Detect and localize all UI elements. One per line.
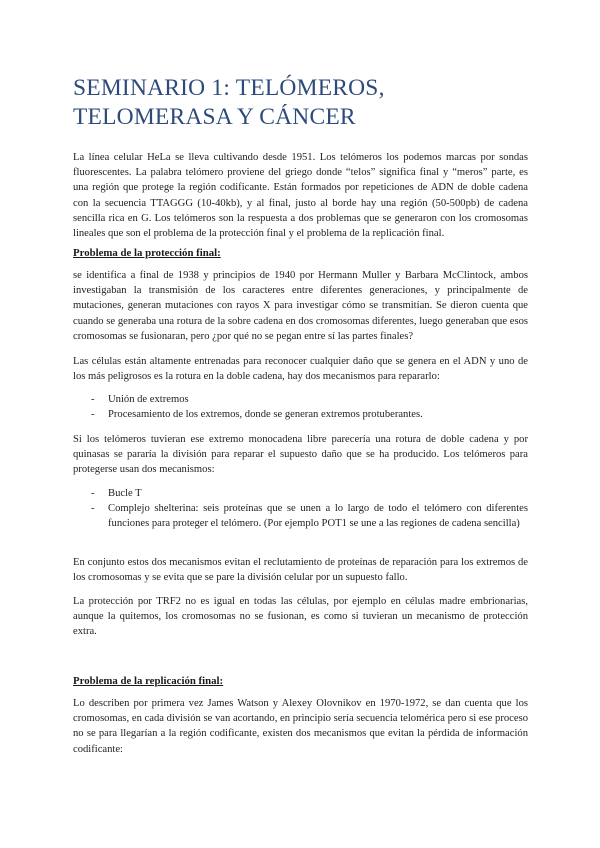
section-heading-replication: Problema de la replicación final: bbox=[73, 675, 224, 687]
page-title: SEMINARIO 1: TELÓMEROS, TELOMERASA Y CÁNCER bbox=[73, 75, 385, 130]
list-item: - Bucle T bbox=[91, 488, 142, 499]
list-item-text: Procesamiento de los extremos, donde se generan extremos protuberantes. bbox=[108, 409, 423, 421]
protection-paragraph-1: se identifica a final de 1938 y principios de 1940 por Hermann Muller y Barbara McClintock, ambos investigaban la transmisión de los caracteres entre diferentes generaciones, y principalmente de mutaciones, generan mutaciones con rayos X para investigar cómo se transmitían. Se dieron cuenta que cuando se generaba una rotura de la sobre cadena en dos cromosomas diferentes, luego generaban que esos cromosomas se fusionaran, pero ¿por qué no se pegan entre sí las partes finales? bbox=[73, 270, 528, 342]
list-item-text: Bucle T bbox=[108, 488, 142, 499]
protection-paragraph-4: En conjunto estos dos mecanismos evitan el reclutamiento de proteínas de reparación para los extremos de los cromosomas y se evita que se pare la división celular por un supuesto fallo. bbox=[73, 557, 528, 584]
intro-paragraph: La línea celular HeLa se lleva cultivando desde 1951. Los telómeros los podemos marcas por sondas fluorescentes. La palabra telómero proviene del griego donde “telos” significa final y “meros” parte, es una región que protege la región codificante. Están formados por repeticiones de ADN de doble cadena con la secuencia TTAGGG (10-40kb), y al final, justo al borde hay una región (50-500pb) de cadena sencilla rica en G. Los telómeros son la respuesta a dos problemas que se generaron con los cromosomas lineales que son el problema de la protección final y el problema de la replicación final. bbox=[73, 152, 528, 240]
replication-paragraph-1: Lo describen por primera vez James Watson y Alexey Olovnikov en 1970-1972, se dan cuenta que los cromosomas, en cada división se van acortando, en principio sería secuencia telomérica pero si ese proceso no se para llegarían a la región codificante, existen dos mecanismos que evitan la pérdida de información codificante: bbox=[73, 698, 528, 755]
protection-paragraph-2: Las células están altamente entrenadas para reconocer cualquier daño que se genera en el ADN y uno de los más peligrosos es la rotura en la doble cadena, hay dos mecanismos para repararlo: bbox=[73, 356, 528, 383]
protection-paragraph-5: La protección por TRF2 no es igual en todas las células, por ejemplo en células madre embrionarias, aunque la quitemos, los cromosomas no se fusionan, es como si tuvieran un mecanismo de protección extra. bbox=[73, 596, 528, 638]
list-item: - Unión de extremos bbox=[91, 394, 189, 405]
section-heading-protection: Problema de la protección final: bbox=[73, 247, 221, 259]
list-item: - Procesamiento de los extremos, donde se generan extremos protuberantes. bbox=[91, 409, 423, 421]
telomere-protection-list bbox=[73, 486, 528, 532]
protection-paragraph-3: Si los telómeros tuvieran ese extremo monocadena libre parecería una rotura de doble cadena y por quinasas se pararía la división para reparar el supuesto daño que se ha producido. Los telómeros para protegerse usan dos mecanismos: bbox=[73, 434, 528, 476]
list-item-text: Complejo shelterina: seis proteínas que se unen a lo largo de todo el telómero con diferentes funciones para proteger el telómero. (Por ejemplo POT1 se une a las regiones de cadena sencilla) bbox=[108, 503, 528, 530]
list-item-text: Unión de extremos bbox=[108, 394, 189, 405]
list-item: - Complejo shelterina: seis proteínas que se unen a lo largo de todo el telómero con diferentes funciones para proteger el telómero. (Por ejemplo POT1 se une a las regiones de cadena sencilla) bbox=[91, 503, 528, 530]
repair-mechanisms-list bbox=[73, 392, 528, 422]
